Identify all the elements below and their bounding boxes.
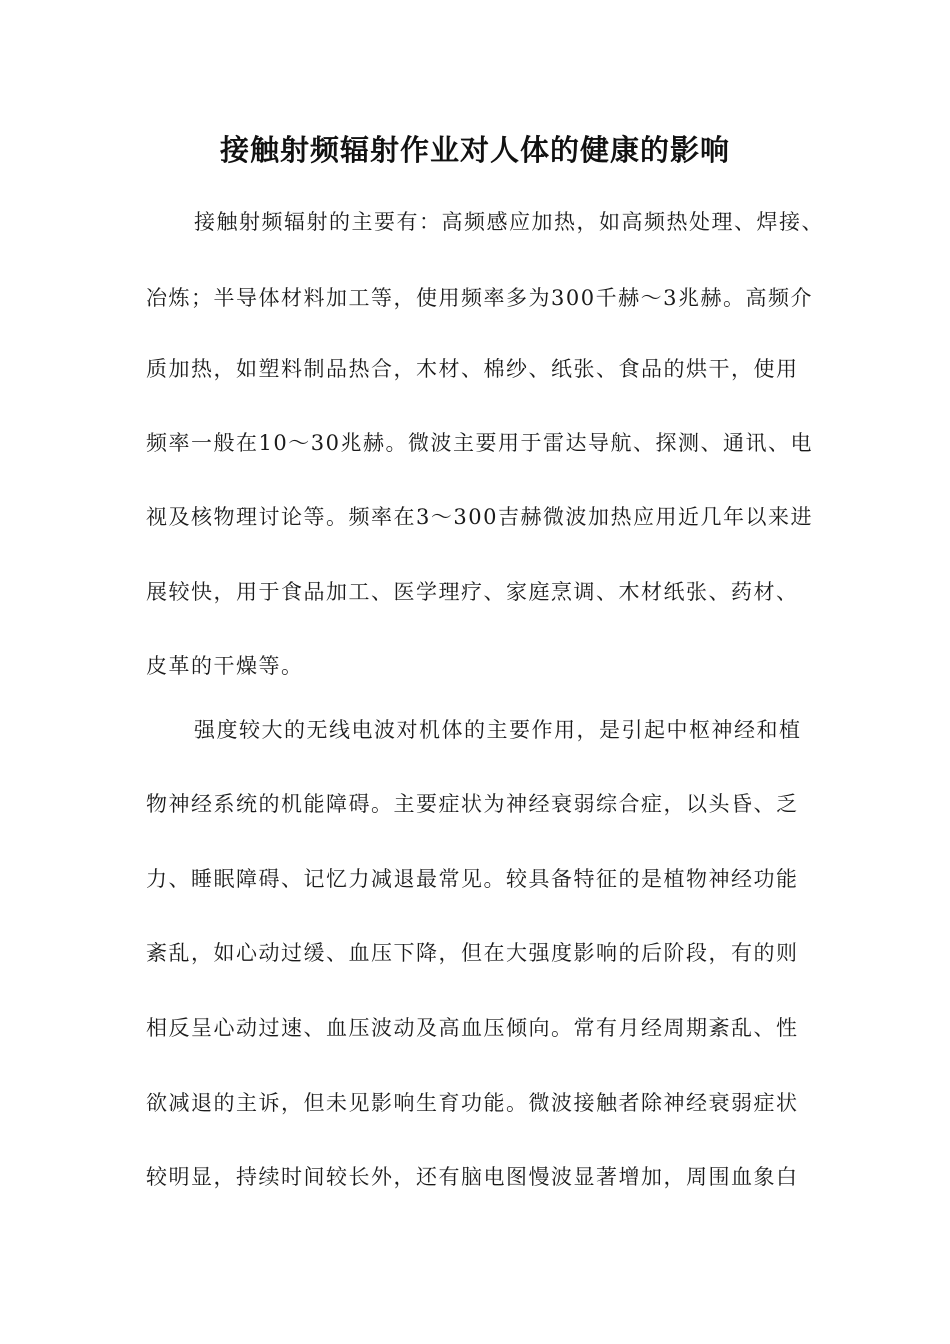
paragraph-2-line-2: 物神经系统的机能障碍。主要症状为神经衰弱综合症，以头昏、乏 xyxy=(146,792,799,816)
paragraph-2-line-7: 较明显，持续时间较长外，还有脑电图慢波显著增加，周围血象白 xyxy=(146,1165,799,1189)
document-title: 接触射频辐射作业对人体的健康的影响 xyxy=(219,133,730,167)
paragraph-2-line-4: 紊乱，如心动过缓、血压下降，但在大强度影响的后阶段，有的则 xyxy=(146,941,799,965)
paragraph-2-line-3: 力、睡眠障碍、记忆力减退最常见。较具备特征的是植物神经功能 xyxy=(146,867,799,891)
paragraph-1-line-5: 视及核物理讨论等。频率在3～300吉赫微波加热应用近几年以来进 xyxy=(146,505,813,529)
paragraph-1-line-7: 皮革的干燥等。 xyxy=(146,654,304,678)
paragraph-1-line-3: 质加热，如塑料制品热合，木材、棉纱、纸张、食品的烘干，使用 xyxy=(146,357,799,381)
paragraph-1-line-1: 接触射频辐射的主要有：高频感应加热，如高频热处理、焊接、 xyxy=(194,210,824,234)
paragraph-2-line-6: 欲减退的主诉，但未见影响生育功能。微波接触者除神经衰弱症状 xyxy=(146,1091,799,1115)
paragraph-1-line-4: 频率一般在10～30兆赫。微波主要用于雷达导航、探测、通讯、电 xyxy=(146,431,813,455)
paragraph-1-line-6: 展较快，用于食品加工、医学理疗、家庭烹调、木材纸张、药材、 xyxy=(146,580,799,604)
paragraph-2-line-5: 相反呈心动过速、血压波动及高血压倾向。常有月经周期紊乱、性 xyxy=(146,1016,799,1040)
paragraph-2-line-1: 强度较大的无线电波对机体的主要作用，是引起中枢神经和植 xyxy=(194,718,802,742)
paragraph-1-line-2: 冶炼；半导体材料加工等，使用频率多为300千赫～3兆赫。高频介 xyxy=(146,286,813,310)
